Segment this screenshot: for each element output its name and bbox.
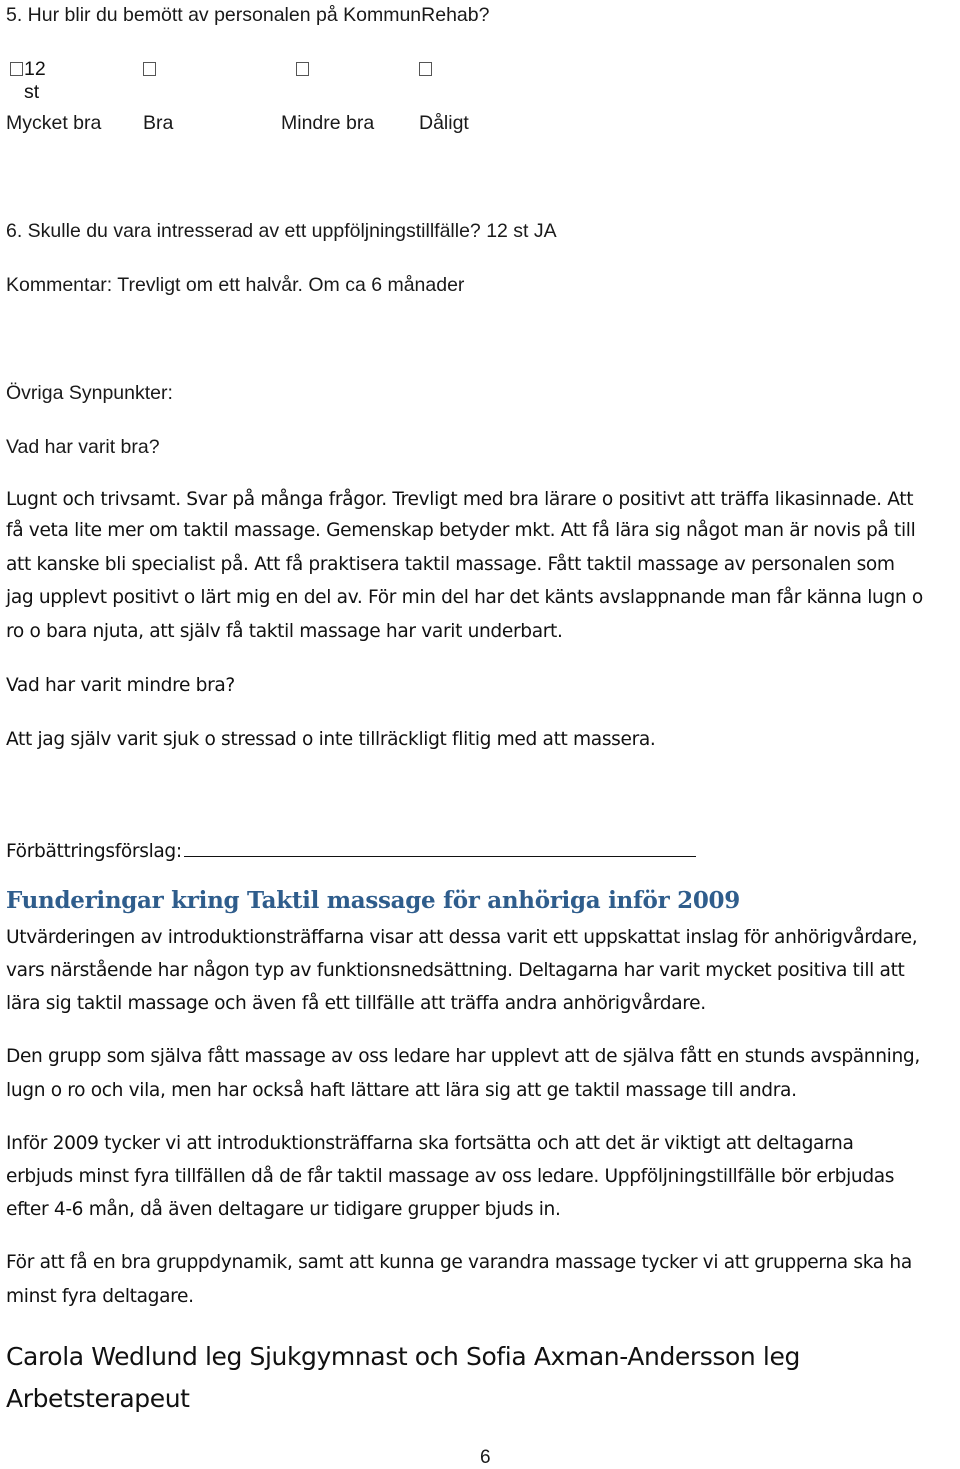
paragraph-line: Den grupp som själva fått massage av oss ledare har upplevt att de själva fått en stunds avspänning, <box>6 1046 920 1067</box>
good-answer-line: att kanske bli specialist på. Att få praktisera taktil massage. Fått taktil massage av personalen som <box>6 554 895 575</box>
option-mindre-bra: Mindre bra <box>281 112 375 134</box>
good-answer-line: ro o bara njuta, att själv få taktil massage har varit underbart. <box>6 621 563 642</box>
improvement-label: Förbättringsförslag: <box>6 841 182 862</box>
good-answer-line: jag upplevt positivt o lärt mig en del av. För min del har det känts avslappnande man får känna lugn o <box>6 587 923 608</box>
paragraph-line: Inför 2009 tycker vi att introduktionsträffarna ska fortsätta och att det är viktigt att deltagarna <box>6 1133 854 1154</box>
paragraph-line: minst fyra deltagare. <box>6 1286 194 1307</box>
paragraph-line: För att få en bra gruppdynamik, samt att kunna ge varandra massage tycker vi att grupperna ska ha <box>6 1252 912 1273</box>
checkbox-daligt[interactable] <box>419 62 432 76</box>
improvement-field <box>6 836 696 862</box>
question-6: 6. Skulle du vara intresserad av ett uppföljningstillfälle? 12 st JA <box>6 220 557 242</box>
less-good-answer: Att jag själv varit sjuk o stressad o inte tillräckligt flitig med att massera. <box>6 729 656 750</box>
question-5: 5. Hur blir du bemött av personalen på KommunRehab? <box>6 4 490 26</box>
paragraph-line: lugn o ro och vila, men har också haft lättare att lära sig att ge taktil massage till andra. <box>6 1080 797 1101</box>
checkbox-mycket-bra[interactable] <box>10 62 23 76</box>
question-good: Vad har varit bra? <box>6 436 160 458</box>
page-number: 6 <box>480 1447 491 1468</box>
paragraph-line: erbjuds minst fyra tillfällen då de får taktil massage av oss ledare. Uppföljningstillfälle bör erbjudas <box>6 1166 895 1187</box>
checkbox-mindre-bra[interactable] <box>296 62 309 76</box>
option-daligt: Dåligt <box>419 112 469 134</box>
option-mycket-bra: Mycket bra <box>6 112 102 134</box>
question-less-good: Vad har varit mindre bra? <box>6 675 235 696</box>
section-heading: Funderingar kring Taktil massage för anhöriga inför 2009 <box>6 887 740 914</box>
paragraph-line: efter 4-6 mån, då även deltagare ur tidigare grupper bjuds in. <box>6 1199 561 1220</box>
signature: Carola Wedlund leg Sjukgymnast och Sofia Axman-Andersson leg Arbetsterapeut <box>6 1342 800 1413</box>
paragraph-line: vars närstående har någon typ av funktionsnedsättning. Deltagarna har varit mycket positiva till att <box>6 960 905 981</box>
count-label: 12 st <box>24 58 46 103</box>
synpunkter-title: Övriga Synpunkter: <box>6 382 173 404</box>
good-answer-line: få veta lite mer om taktil massage. Gemenskap betyder mkt. Att få lära sig något man är novis på till <box>6 520 916 541</box>
checkbox-bra[interactable] <box>143 62 156 76</box>
paragraph-line: lära sig taktil massage och även få ett tillfälle att träffa andra anhörigvårdare. <box>6 993 706 1014</box>
good-answer-line: Lugnt och trivsamt. Svar på många frågor. Trevligt med bra lärare o positivt att träffa likasinnade. Att <box>6 489 914 510</box>
paragraph-line: Utvärderingen av introduktionsträffarna visar att dessa varit ett uppskattat inslag för anhörigvårdare, <box>6 927 918 948</box>
option-bra: Bra <box>143 112 174 134</box>
improvement-blank-line <box>184 836 696 857</box>
question-6-comment: Kommentar: Trevligt om ett halvår. Om ca 6 månader <box>6 274 465 296</box>
